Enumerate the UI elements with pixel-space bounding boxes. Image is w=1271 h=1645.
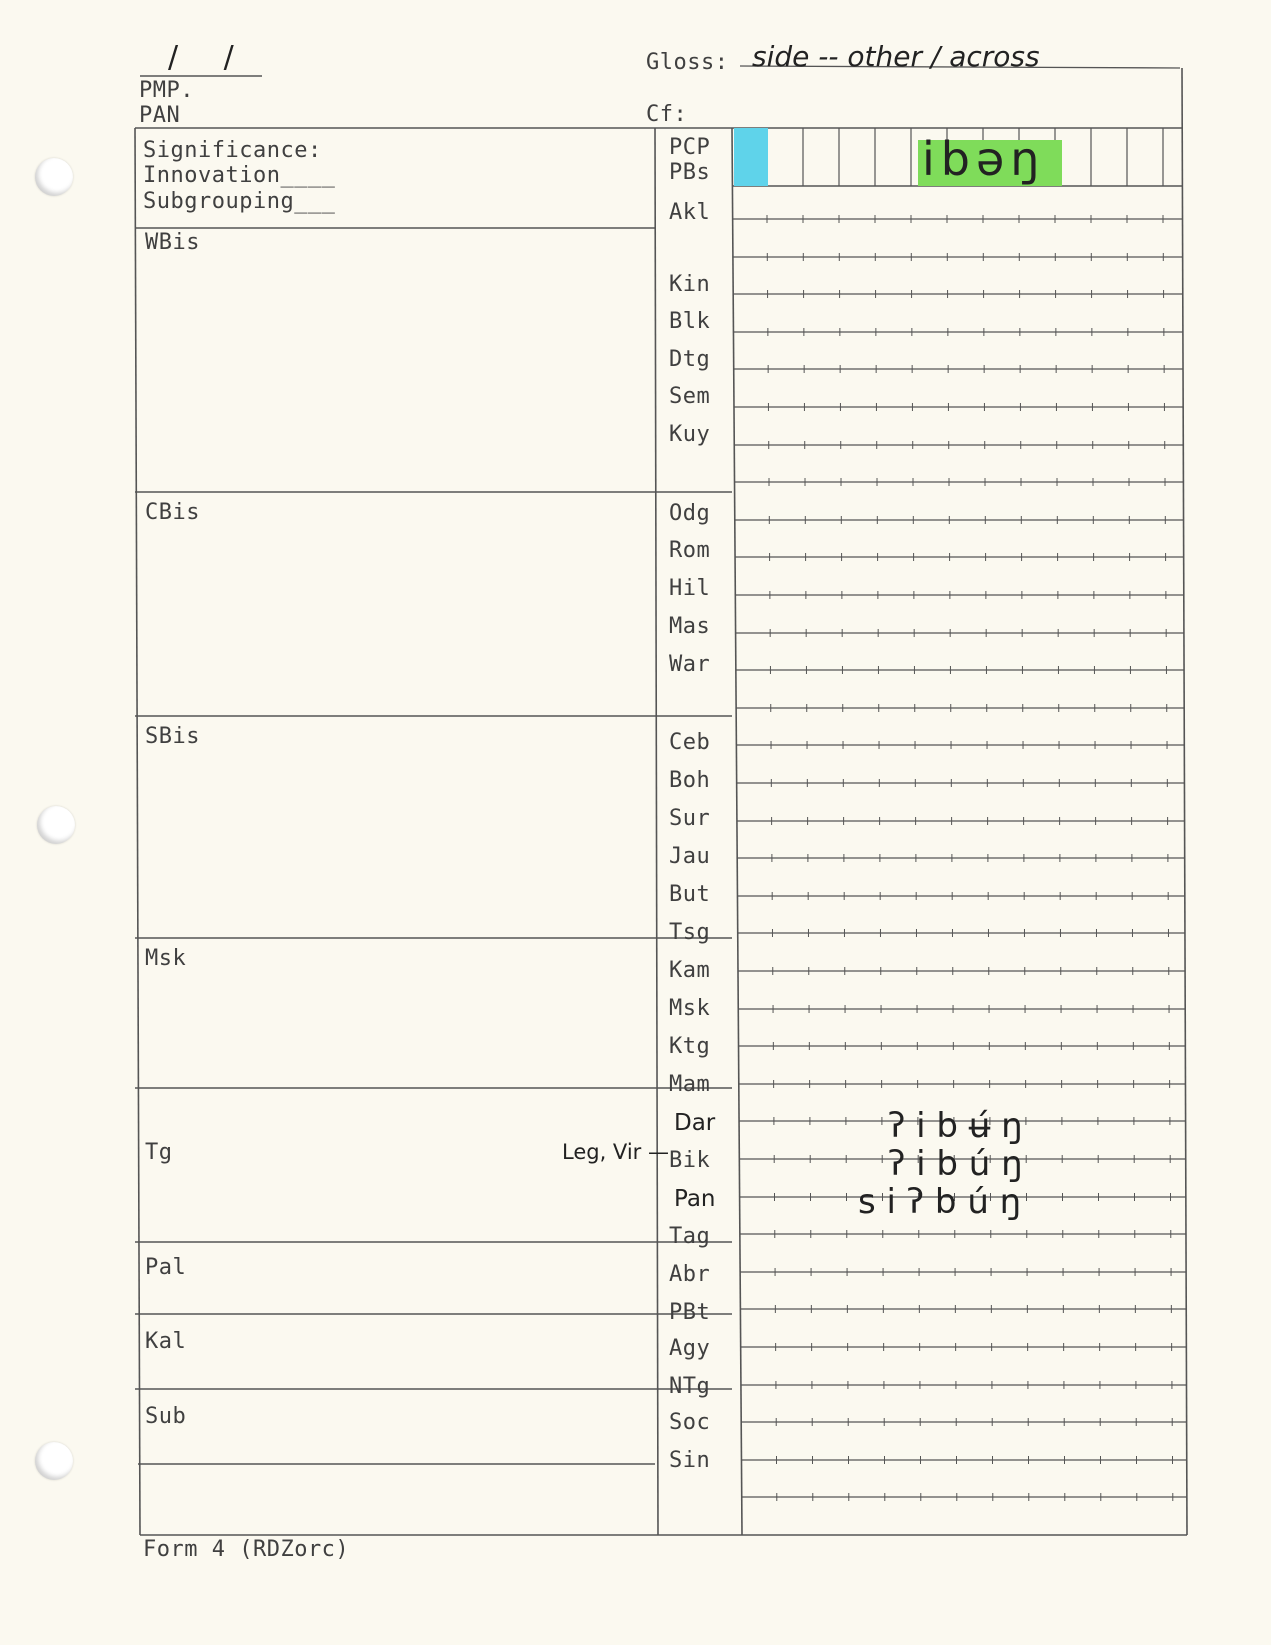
language-label-boh: Boh: [669, 768, 711, 793]
cf-label: Cf:: [646, 102, 688, 127]
section-label-msk: Msk: [145, 946, 187, 971]
language-label-kin: Kin: [669, 272, 711, 297]
frame-abbrev-divider: [732, 128, 742, 1535]
language-label-pbs: PBs: [669, 160, 711, 185]
pan-label: PAN: [139, 103, 181, 128]
language-label-sin: Sin: [669, 1448, 711, 1473]
language-label-kuy: Kuy: [669, 422, 711, 447]
language-label-agy: Agy: [669, 1336, 711, 1361]
frame-right: [1182, 68, 1187, 1535]
language-label-odg: Odg: [669, 501, 711, 526]
language-label-pcp: PCP: [669, 135, 711, 160]
date-marks: / /: [168, 40, 252, 75]
language-label-rom: Rom: [669, 538, 711, 563]
language-label-pbt: PBt: [669, 1300, 711, 1325]
language-label-war: War: [669, 652, 711, 677]
language-label-ntg: NTg: [669, 1374, 711, 1399]
language-label-hil: Hil: [669, 576, 711, 601]
language-label-dtg: Dtg: [669, 347, 711, 372]
language-label-mam: Mam: [669, 1072, 711, 1097]
language-label-jau: Jau: [669, 844, 711, 869]
language-label-ktg: Ktg: [669, 1034, 711, 1059]
language-label-sur: Sur: [669, 806, 711, 831]
dar-form: ʔ i b ʉ́ ŋ: [888, 1106, 1023, 1146]
language-label-dar: Dar: [674, 1110, 716, 1136]
subgrouping-field: Subgrouping___: [143, 189, 336, 214]
pan-form: s i ʔ b ú ŋ: [858, 1182, 1022, 1222]
language-label-tag: Tag: [669, 1224, 711, 1249]
innovation-field: Innovation____: [143, 163, 336, 188]
form-label: Form 4 (RDZorc): [143, 1537, 350, 1562]
pbs-form: ibəŋ: [922, 132, 1046, 186]
section-label-sub: Sub: [145, 1404, 187, 1429]
language-label-mas: Mas: [669, 614, 711, 639]
language-label-kam: Kam: [669, 958, 711, 983]
section-label-kal: Kal: [145, 1329, 187, 1354]
pmp-label: PMP.: [139, 78, 194, 103]
gloss-label: Gloss:: [646, 50, 729, 75]
language-label-akl: Akl: [669, 200, 711, 225]
bik-note: Leg, Vir —: [562, 1140, 669, 1164]
language-label-abr: Abr: [669, 1262, 711, 1287]
section-label-wbis: WBis: [145, 230, 200, 255]
significance-title: Significance:: [143, 138, 322, 163]
language-label-soc: Soc: [669, 1410, 711, 1435]
frame-left: [135, 128, 140, 1535]
language-label-sem: Sem: [669, 384, 711, 409]
section-label-cbis: CBis: [145, 500, 200, 525]
frame-middle: [655, 128, 658, 1535]
language-label-but: But: [669, 882, 711, 907]
language-label-ceb: Ceb: [669, 730, 711, 755]
language-label-msk: Msk: [669, 996, 711, 1021]
gloss-value: side -- other / across: [752, 40, 1040, 73]
section-label-sbis: SBis: [145, 724, 200, 749]
cyan-highlight: [734, 128, 768, 186]
language-label-bik: Bik: [669, 1148, 711, 1173]
section-label-pal: Pal: [145, 1255, 187, 1280]
bik-form: ʔ i b ú ŋ: [888, 1144, 1023, 1184]
section-label-tg: Tg: [145, 1140, 173, 1165]
language-label-blk: Blk: [669, 309, 711, 334]
language-label-tsg: Tsg: [669, 920, 711, 945]
language-label-pan: Pan: [674, 1186, 716, 1212]
